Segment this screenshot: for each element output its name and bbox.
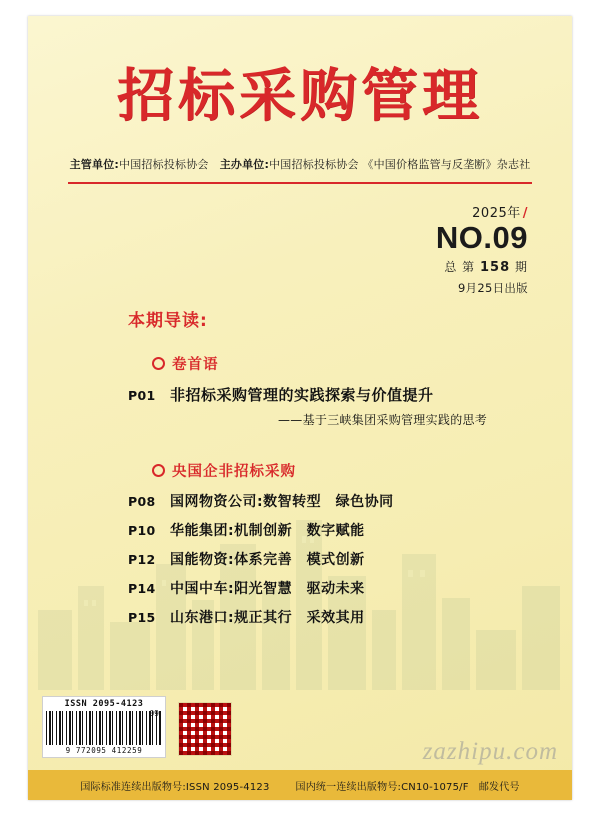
barcode-bars	[46, 711, 162, 745]
publish-date: 9月25日出版	[457, 280, 528, 295]
barcode-issue-supplement: 09	[149, 709, 159, 718]
issue-total-word: 第	[462, 259, 476, 274]
toc-entry-page: P08	[128, 494, 156, 509]
toc-entry[interactable]	[128, 549, 528, 569]
toc-entry-page: P10	[128, 523, 156, 538]
toc-entry-text: 非招标采购管理的实践探索与价值提升	[170, 386, 434, 404]
supervisor-label: 主管单位:	[69, 158, 119, 171]
title-block	[28, 64, 572, 130]
toc-entry-page: P01	[128, 388, 156, 403]
issue-block	[348, 202, 528, 296]
toc-entry[interactable]	[128, 607, 528, 627]
issue-year-row: 2025年 /	[472, 206, 528, 221]
toc-entry[interactable]	[128, 578, 528, 598]
barcode	[42, 696, 166, 758]
footer-bar	[28, 770, 572, 800]
watermark: zazhipu.com	[422, 738, 558, 765]
footer-cn: 国内统一连续出版物号:CN10-1075/F 邮发代号	[295, 781, 520, 793]
issue-number: NO.09	[435, 220, 528, 255]
toc-entry-text: 华能集团:机制创新 数字赋能	[170, 523, 365, 539]
ring-bullet-icon	[152, 357, 165, 370]
toc-entry[interactable]	[128, 384, 528, 405]
toc-section-title-1	[152, 460, 528, 481]
toc-entry-page: P14	[128, 581, 156, 596]
toc-section	[128, 460, 528, 627]
toc-entry[interactable]	[128, 491, 528, 511]
issue-total-prefix: 总	[444, 259, 458, 274]
toc-section	[128, 353, 528, 428]
ring-bullet-icon	[152, 464, 165, 477]
issn-text: ISSN 2095-4123	[64, 699, 144, 709]
supervisor-name: 中国招标投标协会	[119, 158, 209, 171]
red-divider	[68, 182, 532, 184]
magazine-cover	[28, 16, 572, 800]
sponsor-label: 主办单位:	[219, 158, 270, 171]
toc-entry-page: P15	[128, 610, 156, 625]
section-title-text: 央国企非招标采购	[172, 464, 296, 480]
toc-entry-text: 国能物资:体系完善 模式创新	[170, 552, 365, 568]
toc-entry-text: 山东港口:规正其行 采效其用	[170, 610, 365, 626]
toc-entry-text: 国网物资公司:数智转型 绿色协同	[170, 494, 394, 510]
toc-entry-text: 中国中车:阳光智慧 驱动未来	[170, 581, 365, 597]
issue-total-suffix: 期	[514, 259, 528, 274]
table-of-contents	[128, 306, 528, 636]
toc-heading: 本期导读:	[128, 311, 208, 331]
issue-year: 2025年	[472, 206, 521, 221]
qr-code[interactable]	[178, 702, 232, 756]
sponsor-name: 中国招标投标协会 《中国价格监管与反垄断》杂志社	[269, 158, 531, 171]
toc-entry[interactable]	[128, 520, 528, 540]
barcode-digits: 9 772095 412259	[65, 746, 143, 755]
organization-line	[28, 156, 572, 172]
section-title-text: 卷首语	[172, 357, 219, 373]
magazine-title: 招标采购管理	[117, 63, 483, 129]
issue-total-row	[348, 258, 528, 275]
footer-issn: 国际标准连续出版物号:ISSN 2095-4123	[80, 781, 270, 793]
toc-entry-subline: ——基于三峡集团采购管理实践的思考	[278, 413, 488, 427]
toc-section-title-0	[152, 353, 528, 374]
toc-entry-page: P12	[128, 552, 156, 567]
issue-total-number: 158	[480, 259, 511, 275]
